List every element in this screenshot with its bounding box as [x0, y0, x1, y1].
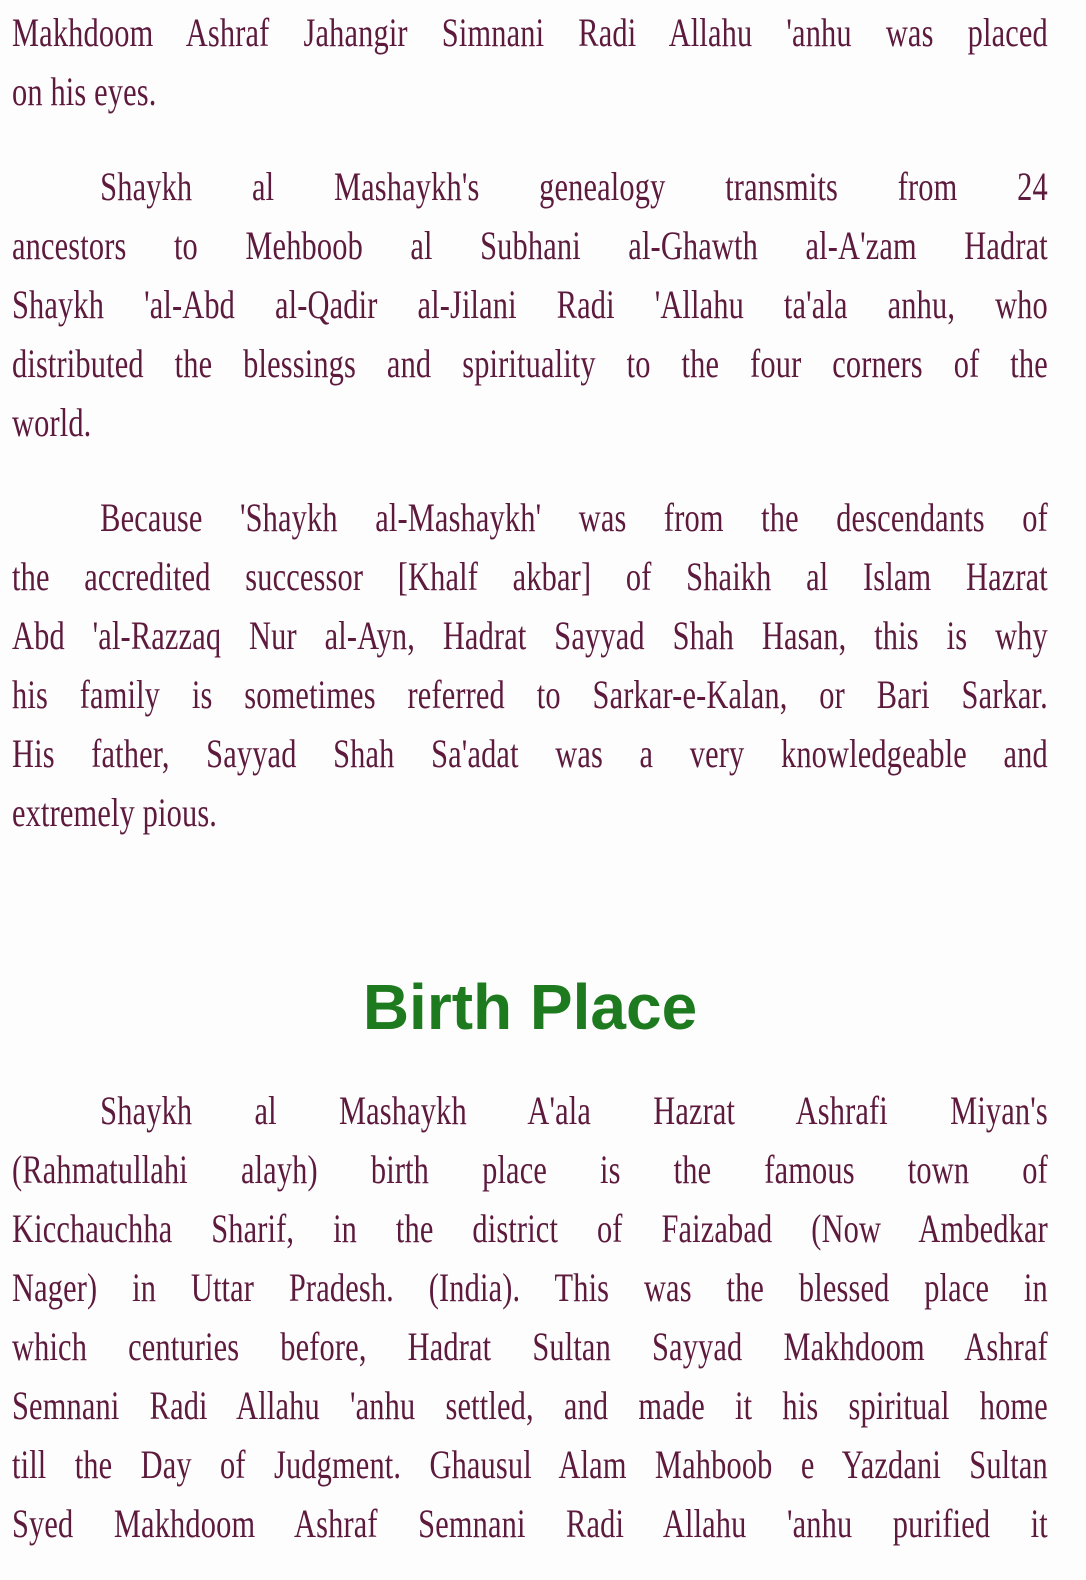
- text-line: Makhdoom Ashraf Jahangir Simnani Radi Allahu 'anhu was placed: [12, 10, 1048, 55]
- text-line: Shaykh 'al-Abd al-Qadir al-Jilani Radi 'Allahu ta'ala anhu, who: [12, 282, 1048, 327]
- document-page: [12, 3, 1048, 1580]
- text-line: Shaykh al Mashaykh's genealogy transmits from 24: [100, 164, 1048, 209]
- text-line: Nager) in Uttar Pradesh. (India). This was the blessed place in: [12, 1265, 1048, 1310]
- paragraph-3: [12, 488, 1048, 842]
- text-line: extremely pious.: [12, 790, 218, 835]
- text-line: His father, Sayyad Shah Sa'adat was a very knowledgeable and: [12, 731, 1048, 776]
- text-line: Abd 'al-Razzaq Nur al-Ayn, Hadrat Sayyad Shah Hasan, this is why: [12, 613, 1048, 658]
- text-line: Shaykh al Mashaykh A'ala Hazrat Ashrafi Miyan's: [100, 1088, 1048, 1133]
- text-line: world.: [12, 400, 92, 445]
- paragraph-4: [12, 1081, 1048, 1553]
- paragraph-2: [12, 157, 1048, 452]
- text-line: (Rahmatullahi alayh) birth place is the famous town of: [12, 1147, 1048, 1192]
- text-line: Semnani Radi Allahu 'anhu settled, and made it his spiritual home: [12, 1383, 1048, 1428]
- text-line: the accredited successor [Khalf akbar] of Shaikh al Islam Hazrat: [12, 554, 1048, 599]
- text-line: Kicchauchha Sharif, in the district of Faizabad (Now Ambedkar: [12, 1206, 1048, 1251]
- text-line: distributed the blessings and spirituality to the four corners of the: [12, 341, 1048, 386]
- text-line: Syed Makhdoom Ashraf Semnani Radi Allahu 'anhu purified it: [12, 1501, 1048, 1546]
- text-line: till the Day of Judgment. Ghausul Alam Mahboob e Yazdani Sultan: [12, 1442, 1048, 1487]
- text-line: Because 'Shaykh al-Mashaykh' was from the descendants of: [100, 495, 1048, 540]
- paragraph-1: [12, 3, 1048, 121]
- text-line: on his eyes.: [12, 69, 157, 114]
- text-line: ancestors to Mehboob al Subhani al-Ghawth al-A'zam Hadrat: [12, 223, 1048, 268]
- text-line: his family is sometimes referred to Sarkar-e-Kalan, or Bari Sarkar.: [12, 672, 1048, 717]
- section-heading-birth-place: Birth Place: [362, 971, 698, 1043]
- text-line: which centuries before, Hadrat Sultan Sayyad Makhdoom Ashraf: [12, 1324, 1048, 1369]
